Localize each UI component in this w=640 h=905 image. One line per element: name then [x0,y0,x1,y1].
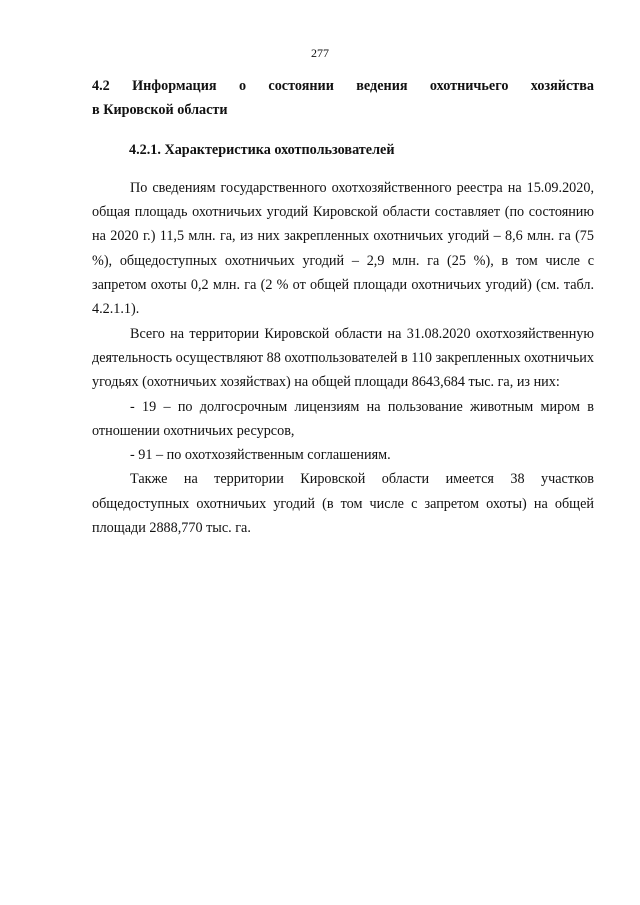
list-item-licenses: - 19 – по долгосрочным лицензиям на пользование животным миром в отношении охотничьих ресурсов, [92,398,594,439]
page-content [92,74,594,540]
section-heading-line-1: 4.2 Информация о состоянии ведения охотничьего хозяйства [92,78,594,94]
section-heading-line-2: в Кировской области [92,102,228,119]
page-number: 277 [311,46,329,60]
paragraph-hunting-area: По сведениям государственного охотхозяйственного реестра на 15.09.2020, общая площадь охотничьих угодий Кировской области составляет (по состоянию на 2020 г.) 11,5 млн. га, из них закрепленных охотничьих угодий – 8,6 млн. га (75 %), общедоступных охотничьих угодий – 2,9 млн. га (25 %), в том числе с запретом охоты 0,2 млн. га (2 % от общей площади охотничьих угодий) (см. табл. 4.2.1.1). [92,179,594,318]
subsection-heading: 4.2.1. Характеристика охотпользователей [129,141,395,158]
paragraph-public-areas: Также на территории Кировской области имеется 38 участков общедоступных охотничьих угодий (в том числе с запретом охоты) на общей площади 2888,770 тыс. га. [92,471,594,537]
list-item-agreements: - 91 – по охотхозяйственным соглашениям. [130,447,391,464]
paragraph-hunting-users: Всего на территории Кировской области на 31.08.2020 охотхозяйственную деятельность осуществляют 88 охотпользователей в 110 закрепленных охотничьих угодьях (охотничьих хозяйствах) на общей площади 8643,684 тыс. га, из них: [92,325,594,391]
